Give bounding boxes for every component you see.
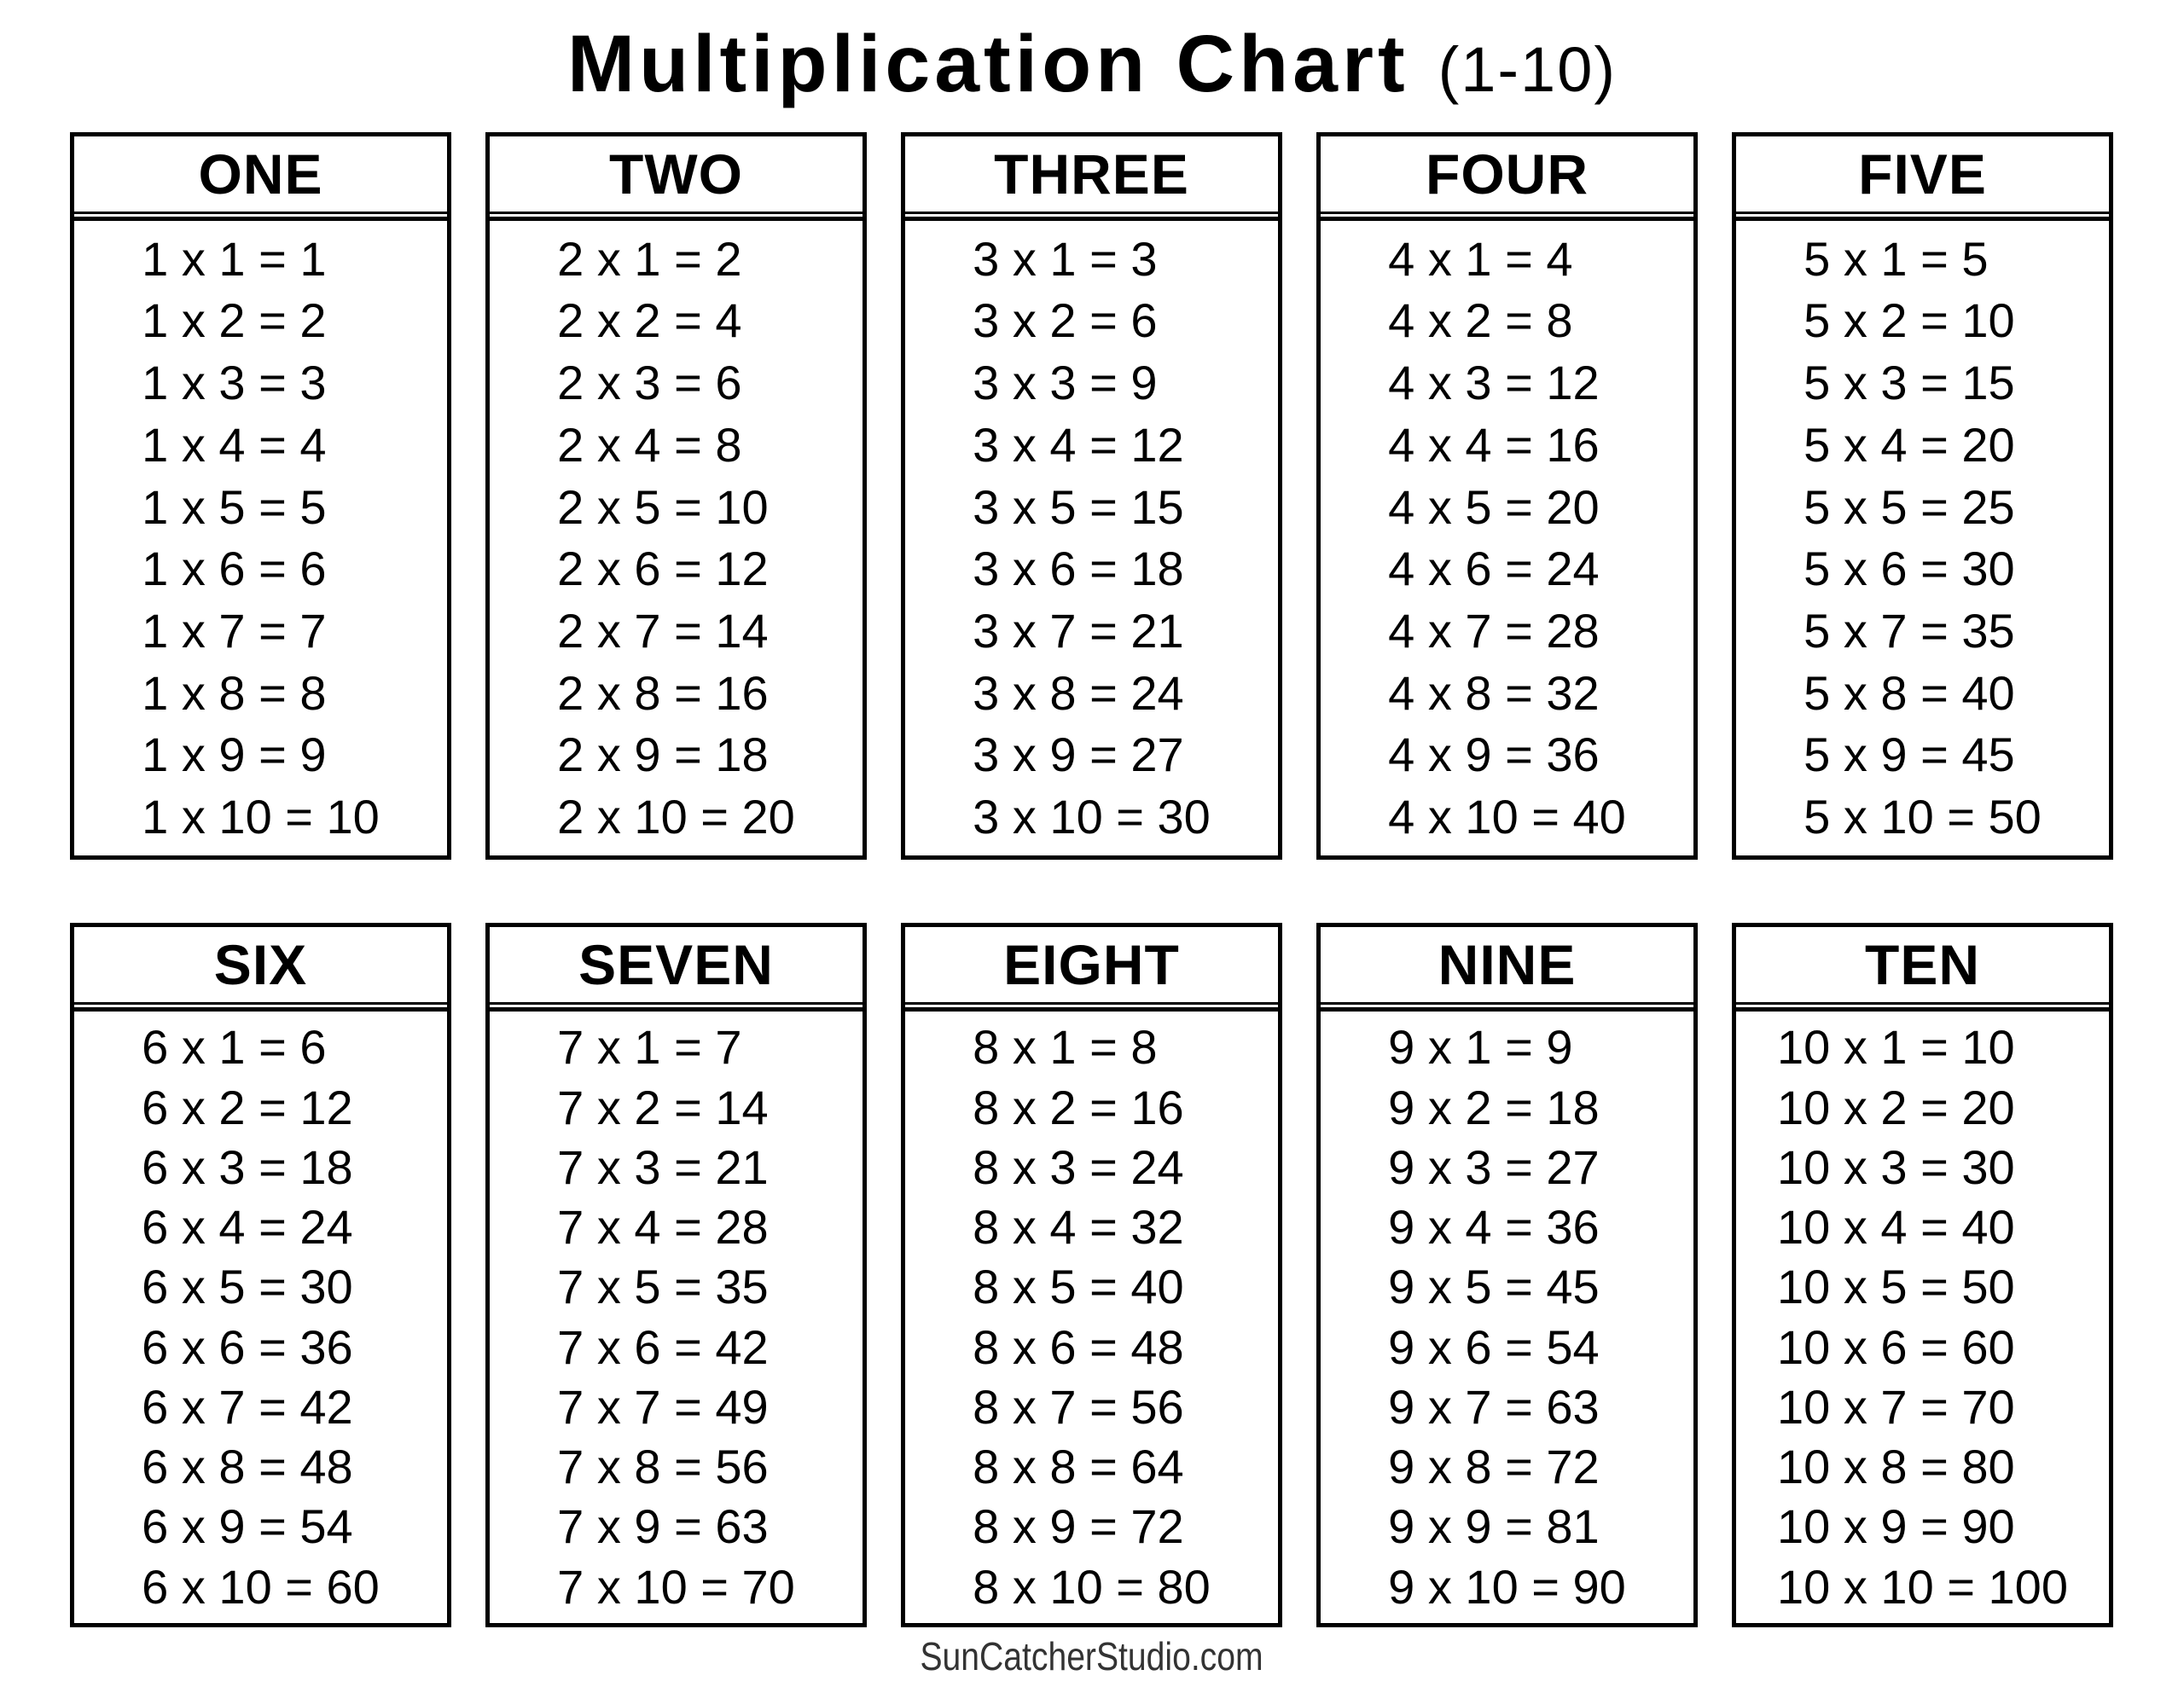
- tables-grid: [70, 132, 2113, 1627]
- times-table-body: [905, 217, 1278, 855]
- fact-row: 5 x 6 = 30: [1804, 542, 2015, 596]
- footer-site-label: SunCatcherStudio.com: [920, 1634, 1264, 1678]
- fact-row: 5 x 8 = 40: [1804, 665, 2015, 720]
- fact-row: 7 x 6 = 42: [557, 1319, 769, 1374]
- fact-row: 9 x 4 = 36: [1388, 1200, 1600, 1255]
- times-table-title: SIX: [74, 927, 447, 1005]
- times-table-body: [74, 217, 447, 855]
- times-table-body: [1736, 1007, 2109, 1623]
- fact-row: 8 x 1 = 8: [973, 1020, 1158, 1075]
- fact-row: 9 x 1 = 9: [1388, 1020, 1573, 1075]
- fact-row: 9 x 9 = 81: [1388, 1499, 1600, 1554]
- fact-row: 5 x 2 = 10: [1804, 293, 2015, 348]
- fact-row: 2 x 7 = 14: [557, 604, 769, 658]
- fact-row: 4 x 9 = 36: [1388, 728, 1600, 782]
- fact-row: 10 x 7 = 70: [1777, 1379, 2015, 1434]
- fact-list: [973, 1012, 1211, 1623]
- fact-row: 7 x 10 = 70: [557, 1559, 795, 1614]
- title-main: Multiplication Chart: [566, 19, 1409, 109]
- fact-row: 4 x 4 = 16: [1388, 417, 1600, 472]
- times-table-body: [1736, 217, 2109, 855]
- fact-row: 10 x 9 = 90: [1777, 1499, 2015, 1554]
- fact-row: 2 x 8 = 16: [557, 665, 769, 720]
- times-table-card-ten: [1732, 923, 2113, 1627]
- fact-row: 8 x 2 = 16: [973, 1080, 1184, 1134]
- fact-row: 6 x 3 = 18: [142, 1139, 353, 1194]
- fact-row: 6 x 8 = 48: [142, 1440, 353, 1494]
- fact-row: 8 x 5 = 40: [973, 1260, 1184, 1314]
- fact-list: [973, 221, 1211, 855]
- fact-row: 7 x 3 = 21: [557, 1139, 769, 1194]
- fact-row: 2 x 9 = 18: [557, 728, 769, 782]
- fact-row: 1 x 2 = 2: [142, 293, 327, 348]
- fact-row: 1 x 10 = 10: [142, 790, 380, 844]
- fact-row: 10 x 6 = 60: [1777, 1319, 2015, 1374]
- times-table-title: NINE: [1321, 927, 1693, 1005]
- fact-row: 8 x 8 = 64: [973, 1440, 1184, 1494]
- times-table-title: TEN: [1736, 927, 2109, 1005]
- fact-row: 9 x 8 = 72: [1388, 1440, 1600, 1494]
- fact-list: [1388, 221, 1626, 855]
- times-table-body: [490, 1007, 863, 1623]
- fact-list: [142, 1012, 380, 1623]
- fact-row: 6 x 5 = 30: [142, 1260, 353, 1314]
- fact-row: 6 x 2 = 12: [142, 1080, 353, 1134]
- fact-row: 10 x 4 = 40: [1777, 1200, 2015, 1255]
- fact-row: 8 x 4 = 32: [973, 1200, 1184, 1255]
- times-table-body: [74, 1007, 447, 1623]
- fact-row: 1 x 1 = 1: [142, 231, 327, 286]
- fact-row: 8 x 9 = 72: [973, 1499, 1184, 1554]
- fact-row: 5 x 5 = 25: [1804, 479, 2015, 534]
- fact-row: 4 x 3 = 12: [1388, 356, 1600, 410]
- fact-row: 9 x 5 = 45: [1388, 1260, 1600, 1314]
- times-table-card-two: [485, 132, 867, 860]
- fact-row: 7 x 9 = 63: [557, 1499, 769, 1554]
- fact-row: 9 x 3 = 27: [1388, 1139, 1600, 1194]
- fact-row: 3 x 10 = 30: [973, 790, 1211, 844]
- fact-row: 1 x 9 = 9: [142, 728, 327, 782]
- fact-row: 5 x 10 = 50: [1804, 790, 2042, 844]
- fact-row: 2 x 2 = 4: [557, 293, 742, 348]
- fact-row: 3 x 6 = 18: [973, 542, 1184, 596]
- fact-row: 10 x 5 = 50: [1777, 1260, 2015, 1314]
- times-table-card-seven: [485, 923, 867, 1627]
- times-table-title: TWO: [490, 136, 863, 214]
- fact-row: 9 x 10 = 90: [1388, 1559, 1626, 1614]
- footer: [0, 1629, 2184, 1684]
- fact-row: 4 x 5 = 20: [1388, 479, 1600, 534]
- fact-row: 3 x 4 = 12: [973, 417, 1184, 472]
- fact-row: 6 x 6 = 36: [142, 1319, 353, 1374]
- fact-row: 7 x 8 = 56: [557, 1440, 769, 1494]
- times-table-body: [1321, 1007, 1693, 1623]
- times-table-body: [905, 1007, 1278, 1623]
- fact-row: 4 x 8 = 32: [1388, 665, 1600, 720]
- fact-row: 10 x 8 = 80: [1777, 1440, 2015, 1494]
- times-table-title: THREE: [905, 136, 1278, 214]
- fact-row: 5 x 4 = 20: [1804, 417, 2015, 472]
- fact-row: 7 x 5 = 35: [557, 1260, 769, 1314]
- fact-row: 3 x 1 = 3: [973, 231, 1158, 286]
- times-table-title: FOUR: [1321, 136, 1693, 214]
- fact-row: 2 x 1 = 2: [557, 231, 742, 286]
- fact-list: [1804, 221, 2042, 855]
- times-table-card-three: [901, 132, 1282, 860]
- fact-row: 8 x 10 = 80: [973, 1559, 1211, 1614]
- times-table-title: SEVEN: [490, 927, 863, 1005]
- fact-row: 3 x 9 = 27: [973, 728, 1184, 782]
- fact-row: 2 x 5 = 10: [557, 479, 769, 534]
- fact-row: 2 x 6 = 12: [557, 542, 769, 596]
- fact-row: 6 x 9 = 54: [142, 1499, 353, 1554]
- fact-row: 5 x 1 = 5: [1804, 231, 1989, 286]
- fact-row: 3 x 8 = 24: [973, 665, 1184, 720]
- fact-row: 7 x 4 = 28: [557, 1200, 769, 1255]
- fact-row: 8 x 7 = 56: [973, 1379, 1184, 1434]
- fact-row: 1 x 3 = 3: [142, 356, 327, 410]
- fact-row: 3 x 7 = 21: [973, 604, 1184, 658]
- fact-row: 9 x 7 = 63: [1388, 1379, 1600, 1434]
- times-table-card-five: [1732, 132, 2113, 860]
- fact-list: [142, 221, 380, 855]
- fact-row: 6 x 4 = 24: [142, 1200, 353, 1255]
- times-table-card-nine: [1316, 923, 1698, 1627]
- fact-row: 10 x 3 = 30: [1777, 1139, 2015, 1194]
- fact-row: 1 x 7 = 7: [142, 604, 327, 658]
- fact-row: 2 x 3 = 6: [557, 356, 742, 410]
- title-range: (1-10): [1438, 34, 1618, 105]
- fact-row: 7 x 7 = 49: [557, 1379, 769, 1434]
- fact-row: 4 x 6 = 24: [1388, 542, 1600, 596]
- fact-row: 10 x 2 = 20: [1777, 1080, 2015, 1134]
- fact-row: 8 x 3 = 24: [973, 1139, 1184, 1194]
- fact-row: 2 x 10 = 20: [557, 790, 795, 844]
- fact-row: 4 x 1 = 4: [1388, 231, 1573, 286]
- fact-row: 4 x 2 = 8: [1388, 293, 1573, 348]
- times-table-card-one: [70, 132, 451, 860]
- fact-row: 7 x 2 = 14: [557, 1080, 769, 1134]
- fact-row: 4 x 10 = 40: [1388, 790, 1626, 844]
- fact-list: [557, 1012, 795, 1623]
- times-table-title: EIGHT: [905, 927, 1278, 1005]
- times-table-card-six: [70, 923, 451, 1627]
- times-table-card-eight: [901, 923, 1282, 1627]
- fact-row: 1 x 4 = 4: [142, 417, 327, 472]
- fact-row: 2 x 4 = 8: [557, 417, 742, 472]
- times-table-card-four: [1316, 132, 1698, 860]
- page-title: [0, 0, 2184, 128]
- fact-list: [1388, 1012, 1626, 1623]
- fact-row: 10 x 10 = 100: [1777, 1559, 2068, 1614]
- fact-row: 9 x 6 = 54: [1388, 1319, 1600, 1374]
- times-table-title: ONE: [74, 136, 447, 214]
- fact-row: 3 x 5 = 15: [973, 479, 1184, 534]
- fact-row: 6 x 7 = 42: [142, 1379, 353, 1434]
- times-table-title: FIVE: [1736, 136, 2109, 214]
- fact-row: 3 x 2 = 6: [973, 293, 1158, 348]
- fact-row: 5 x 3 = 15: [1804, 356, 2015, 410]
- fact-row: 5 x 9 = 45: [1804, 728, 2015, 782]
- fact-row: 1 x 8 = 8: [142, 665, 327, 720]
- times-table-body: [490, 217, 863, 855]
- fact-row: 4 x 7 = 28: [1388, 604, 1600, 658]
- fact-row: 9 x 2 = 18: [1388, 1080, 1600, 1134]
- fact-row: 3 x 3 = 9: [973, 356, 1158, 410]
- fact-row: 1 x 6 = 6: [142, 542, 327, 596]
- fact-row: 6 x 10 = 60: [142, 1559, 380, 1614]
- times-table-body: [1321, 217, 1693, 855]
- fact-list: [557, 221, 795, 855]
- fact-row: 1 x 5 = 5: [142, 479, 327, 534]
- fact-row: 6 x 1 = 6: [142, 1020, 327, 1075]
- fact-row: 7 x 1 = 7: [557, 1020, 742, 1075]
- fact-row: 8 x 6 = 48: [973, 1319, 1184, 1374]
- fact-list: [1777, 1012, 2068, 1623]
- fact-row: 10 x 1 = 10: [1777, 1020, 2015, 1075]
- fact-row: 5 x 7 = 35: [1804, 604, 2015, 658]
